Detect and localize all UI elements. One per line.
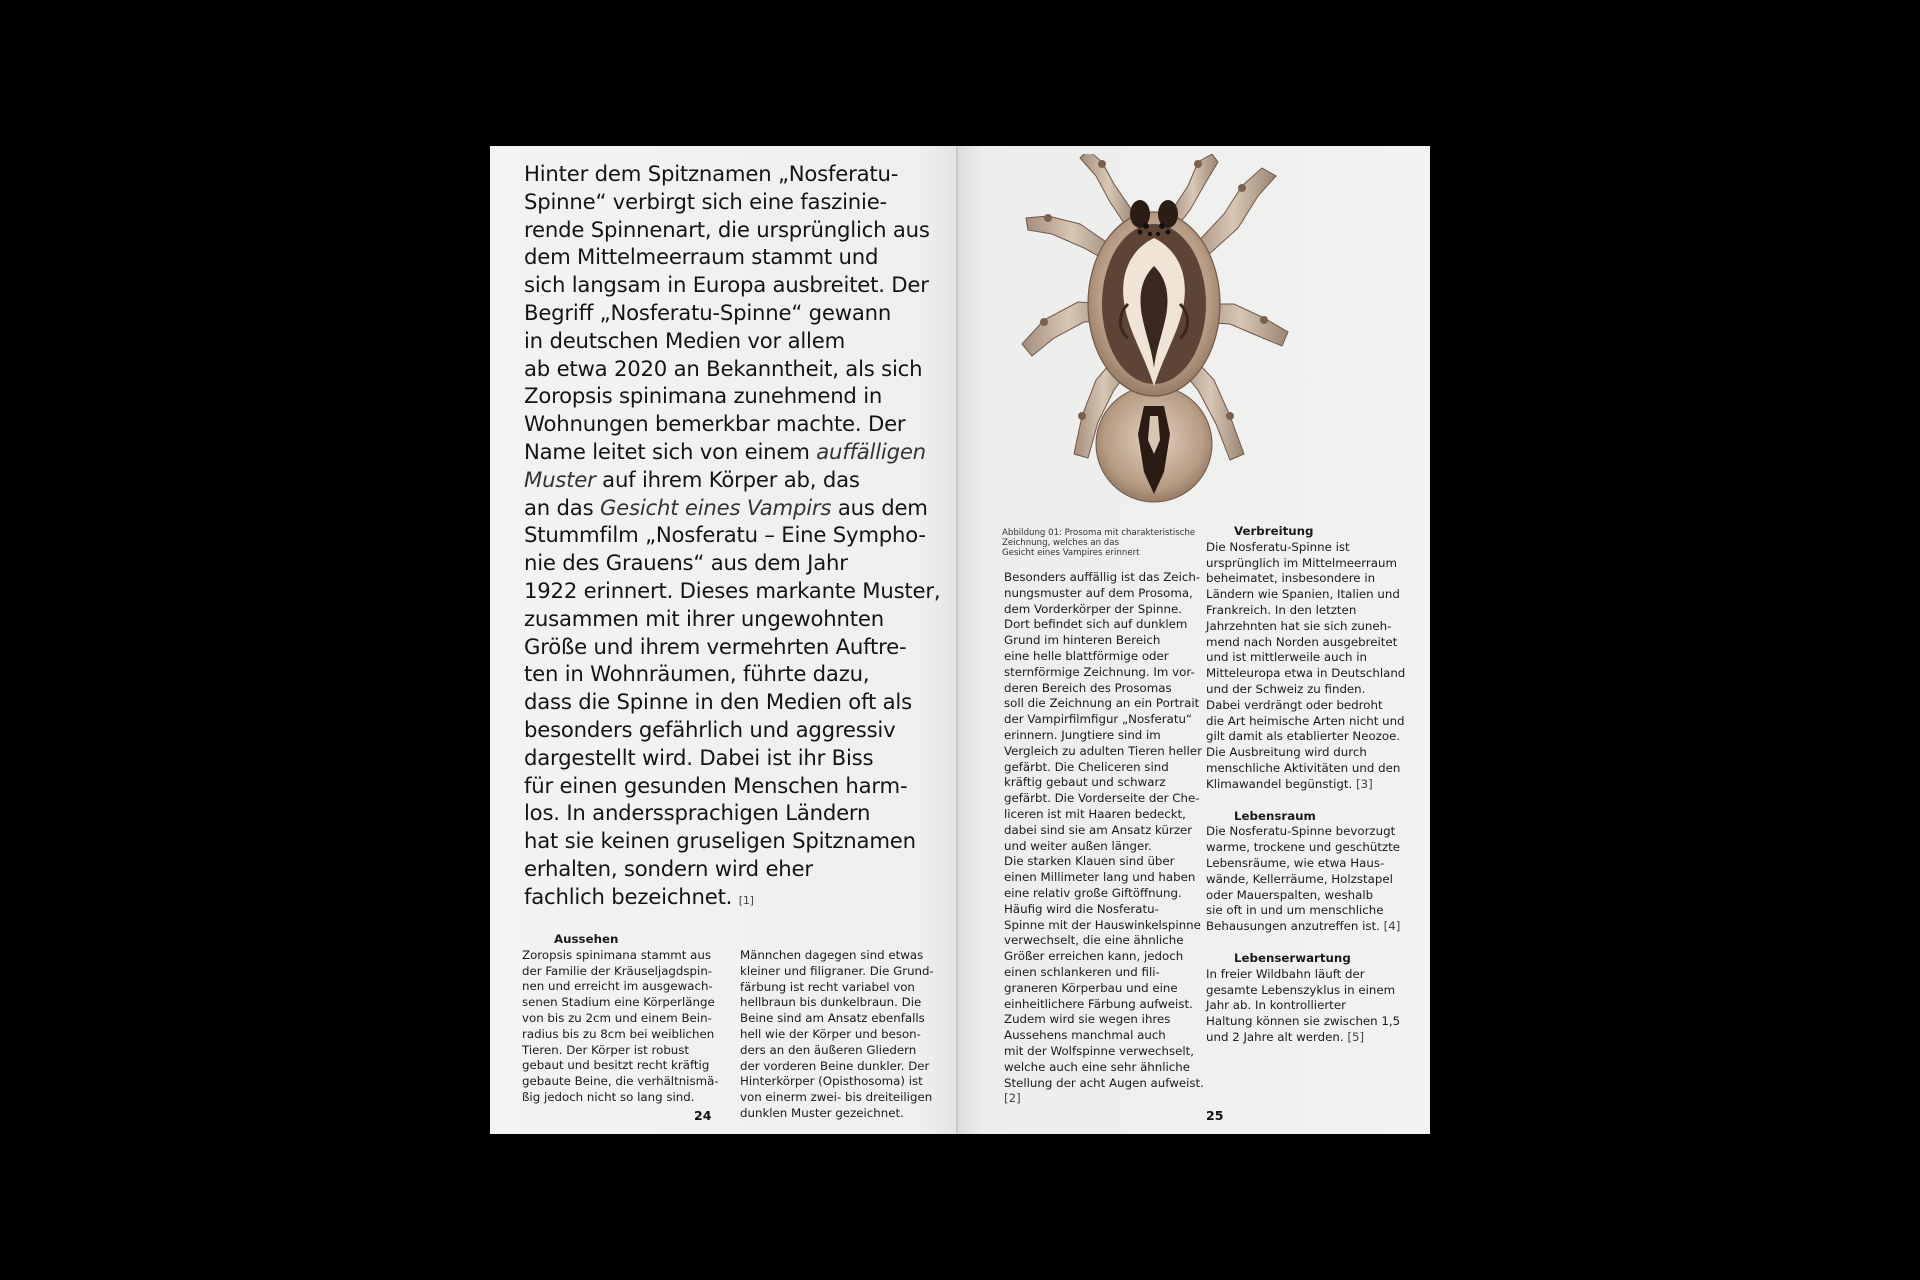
body-line: nungsmuster auf dem Prosoma,	[1004, 585, 1193, 600]
lead-text: fachlich bezeichnet.	[524, 883, 733, 909]
body-line	[1206, 777, 1416, 793]
body-line: Jahrzehnten hat sie sich zuneh-	[1206, 618, 1392, 633]
body-line: und der Schweiz zu finden.	[1206, 681, 1366, 696]
body-line: beheimatet, insbesondere in	[1206, 571, 1376, 586]
prosoma-column	[1004, 570, 1204, 1107]
body-line: Spinne mit der Hauswinkelspinne	[1004, 917, 1201, 932]
lead-line	[524, 883, 944, 915]
lead-text: auf ihrem Körper ab, das	[602, 466, 860, 492]
lead-line	[524, 466, 944, 494]
lead-emphasis: auffälligen	[816, 438, 926, 464]
spider-illustration	[1018, 154, 1290, 504]
body-line: dunklen Muster gezeichnet.	[740, 1105, 904, 1120]
body-line: oder Mauerspalten, weshalb	[1206, 887, 1374, 902]
body-line: gebaut und besitzt recht kräftig	[522, 1058, 710, 1073]
body-line: Mitteleuropa etwa in Deutschland	[1206, 666, 1406, 681]
lead-line: Größe und ihrem vermehrten Auftre-	[524, 633, 907, 659]
page-number-left: 24	[694, 1108, 712, 1123]
lebenserwartung-heading: Lebenserwartung	[1234, 950, 1351, 965]
body-line: hellbraun bis dunkelbraun. Die	[740, 995, 922, 1010]
body-line: Die Nosferatu-Spinne bevorzugt	[1206, 824, 1396, 839]
lead-line: dargestellt wird. Dabei ist ihr Biss	[524, 744, 874, 770]
body-line: kleiner und filigraner. Die Grund-	[740, 963, 934, 978]
figure-caption	[1002, 528, 1202, 558]
body-line: Besonders auffällig ist das Zeich-	[1004, 570, 1201, 584]
body-line: erinnern. Jungtiere sind im	[1004, 727, 1161, 742]
body-line: Dort befindet sich auf dunklem	[1004, 617, 1188, 632]
body-line: Aussehens manchmal auch	[1004, 1028, 1166, 1043]
body-line: menschliche Aktivitäten und den	[1206, 760, 1401, 775]
lead-line: Spinne“ verbirgt sich eine faszinie-	[524, 188, 887, 214]
body-line: Männchen dagegen sind etwas	[740, 948, 924, 962]
body-line: Tieren. Der Körper ist robust	[522, 1042, 690, 1057]
body-line: radius bis zu 8cm bei weiblichen	[522, 1026, 715, 1041]
body-line: mit der Wolfspinne verwechselt,	[1004, 1043, 1194, 1058]
caption-line: Gesicht eines Vampires erinnert	[1002, 548, 1140, 558]
body-line: ßig jedoch nicht so lang sind.	[522, 1089, 695, 1104]
lead-line: Hinter dem Spitznamen „Nosferatu-	[524, 161, 899, 186]
lead-line: Wohnungen bemerkbar machte. Der	[524, 411, 906, 437]
lead-line: hat sie keinen gruseligen Spitznamen	[524, 828, 916, 854]
body-line: wände, Kellerräume, Holzstapel	[1206, 871, 1393, 886]
body-line: Lebensräume, wie etwa Haus-	[1206, 855, 1385, 870]
body-line: gesamte Lebenszyklus in einem	[1206, 982, 1396, 997]
left-page	[490, 146, 958, 1134]
body-line: mend nach Norden ausgebreitet	[1206, 634, 1398, 649]
lead-line: zusammen mit ihrer ungewohnten	[524, 605, 884, 631]
body-line: liceren ist mit Haaren bedeckt,	[1004, 806, 1186, 821]
lead-text: Name leitet sich von einem	[524, 438, 810, 464]
body-text: und 2 Jahre alt werden.	[1206, 1029, 1344, 1044]
body-line: von einerm zwei- bis dreiteiligen	[740, 1090, 933, 1105]
body-line: ders an den äußeren Gliedern	[740, 1042, 917, 1057]
lead-emphasis: Gesicht eines Vampirs	[599, 494, 832, 520]
body-line: Stellung der acht Augen aufweist.	[1004, 1075, 1204, 1090]
body-line: eine relativ große Giftöffnung.	[1004, 885, 1182, 900]
lead-line: für einen gesunden Menschen harm-	[524, 772, 908, 798]
info-column	[1206, 524, 1416, 1046]
body-line: hell wie der Körper und beson-	[740, 1026, 921, 1041]
lead-line: dass die Spinne in den Medien oft als	[524, 689, 912, 715]
footnote-ref: [1]	[738, 893, 754, 907]
aussehen-heading: Aussehen	[554, 932, 619, 946]
body-line: kräftig gebaut und schwarz	[1004, 775, 1166, 790]
body-line: Größer erreichen kann, jedoch	[1004, 949, 1184, 964]
body-line: graneren Körperbau und eine	[1004, 980, 1178, 995]
body-line: sie oft in und um menschliche	[1206, 903, 1384, 918]
lead-line: rende Spinnenart, die ursprünglich aus	[524, 216, 930, 242]
body-line: Hinterkörper (Opisthosoma) ist	[740, 1074, 923, 1089]
body-line: deren Bereich des Prosomas	[1004, 680, 1172, 695]
lead-line	[524, 494, 944, 522]
lead-line: sich langsam in Europa ausbreitet. Der	[524, 272, 929, 298]
body-line: verwechselt, die eine ähnliche	[1004, 933, 1184, 948]
body-line: ursprünglich im Mittelmeerraum	[1206, 555, 1397, 570]
lead-text: aus dem	[837, 494, 928, 520]
body-line: die Art heimische Arten nicht und	[1206, 713, 1405, 728]
body-line: der Familie der Kräuseljagdspin-	[522, 963, 713, 978]
body-line: der vorderen Beine dunkler. Der	[740, 1058, 930, 1073]
body-line: Die Nosferatu-Spinne ist	[1206, 539, 1350, 554]
lebensraum-heading: Lebensraum	[1234, 808, 1316, 823]
body-line: Frankreich. In den letzten	[1206, 602, 1357, 617]
lead-line: erhalten, sondern wird eher	[524, 855, 813, 881]
verbreitung-heading: Verbreitung	[1234, 524, 1314, 538]
aussehen-column-1	[522, 932, 722, 1106]
body-line: und weiter außen länger.	[1004, 838, 1152, 853]
body-line: Dabei verdrängt oder bedroht	[1206, 697, 1383, 712]
lead-line: besonders gefährlich und aggressiv	[524, 716, 896, 742]
body-line: senen Stadium eine Körperlänge	[522, 995, 715, 1010]
body-line: soll die Zeichnung an ein Portrait	[1004, 696, 1200, 711]
body-line: Zudem wird sie wegen ihres	[1004, 1012, 1171, 1027]
body-line: Häufig wird die Nosferatu-	[1004, 901, 1159, 916]
footnote-ref: [2]	[1004, 1091, 1021, 1106]
body-line: färbung ist recht variabel von	[740, 979, 915, 994]
body-line: dem Vorderkörper der Spinne.	[1004, 601, 1182, 616]
body-line: Die starken Klauen sind über	[1004, 854, 1175, 869]
body-line: nen und erreicht im ausgewach-	[522, 979, 713, 994]
body-line: gebaute Beine, die verhältnismä-	[522, 1074, 719, 1089]
lead-line: 1922 erinnert. Dieses markante Muster,	[524, 577, 941, 603]
lead-line: in deutschen Medien vor allem	[524, 327, 846, 353]
lead-line: Stummfilm „Nosferatu – Eine Sympho-	[524, 522, 926, 548]
body-line: Zoropsis spinimana stammt aus	[522, 947, 711, 962]
body-line: warme, trockene und geschützte	[1206, 840, 1401, 855]
footnote-ref: [4]	[1383, 919, 1401, 934]
lead-line: Begriff „Nosferatu-Spinne“ gewann	[524, 299, 892, 325]
lead-line: ab etwa 2020 an Bekanntheit, als sich	[524, 355, 923, 381]
body-text: Klimawandel begünstigt.	[1206, 776, 1353, 791]
body-line: gilt damit als etablierter Neozoe.	[1206, 729, 1401, 744]
lead-emphasis: Muster	[524, 466, 596, 492]
body-line: einen schlankeren und fili-	[1004, 964, 1160, 979]
body-line: Vergleich zu adulten Tieren heller	[1004, 743, 1202, 758]
caption-line: Zeichnung, welches an das	[1002, 538, 1120, 548]
body-text: Behausungen anzutreffen ist.	[1206, 919, 1380, 934]
body-line	[1206, 919, 1416, 935]
lead-paragraph	[524, 160, 944, 915]
body-line: einheitlichere Färbung aufweist.	[1004, 996, 1193, 1011]
body-line: Jahr ab. In kontrollierter	[1206, 998, 1346, 1013]
lead-line	[524, 438, 944, 466]
footnote-ref: [3]	[1356, 776, 1373, 791]
body-line: von bis zu 2cm und einem Bein-	[522, 1010, 712, 1025]
body-line: welche auch eine sehr ähnliche	[1004, 1059, 1191, 1074]
body-line: der Vampirfilmfigur „Nosferatu“	[1004, 712, 1193, 727]
lead-line: dem Mittelmeerraum stammt und	[524, 244, 879, 270]
body-line: In freier Wildbahn läuft der	[1206, 966, 1365, 981]
caption-line: Abbildung 01: Prosoma mit charakteristische	[1002, 528, 1196, 538]
body-line: Die Ausbreitung wird durch	[1206, 745, 1367, 760]
page-number-right: 25	[1206, 1108, 1224, 1123]
body-line: dabei sind sie am Ansatz kürzer	[1004, 822, 1193, 837]
body-line: eine helle blattförmige oder	[1004, 648, 1169, 663]
aussehen-column-2	[740, 948, 940, 1122]
body-line: gefärbt. Die Cheliceren sind	[1004, 759, 1169, 774]
lead-line: ten in Wohnräumen, führte dazu,	[524, 661, 870, 687]
body-line: Beine sind am Ansatz ebenfalls	[740, 1011, 925, 1026]
lead-line: nie des Grauens“ aus dem Jahr	[524, 550, 848, 576]
lead-line: los. In anderssprachigen Ländern	[524, 800, 871, 826]
body-line: einen Millimeter lang und haben	[1004, 870, 1196, 885]
lead-text: an das	[524, 494, 594, 520]
right-page	[958, 146, 1430, 1134]
body-line: Grund im hinteren Bereich	[1004, 633, 1161, 648]
lead-line: Zoropsis spinimana zunehmend in	[524, 383, 883, 409]
body-line: gefärbt. Die Vorderseite der Che-	[1004, 791, 1200, 806]
body-line	[1206, 1030, 1416, 1046]
body-line: Ländern wie Spanien, Italien und	[1206, 587, 1400, 602]
footnote-ref: [5]	[1347, 1029, 1365, 1044]
body-line: und ist mittlerweile auch in	[1206, 650, 1368, 665]
body-line: Haltung können sie zwischen 1,5	[1206, 1014, 1401, 1029]
body-line: sternförmige Zeichnung. Im vor-	[1004, 664, 1195, 679]
